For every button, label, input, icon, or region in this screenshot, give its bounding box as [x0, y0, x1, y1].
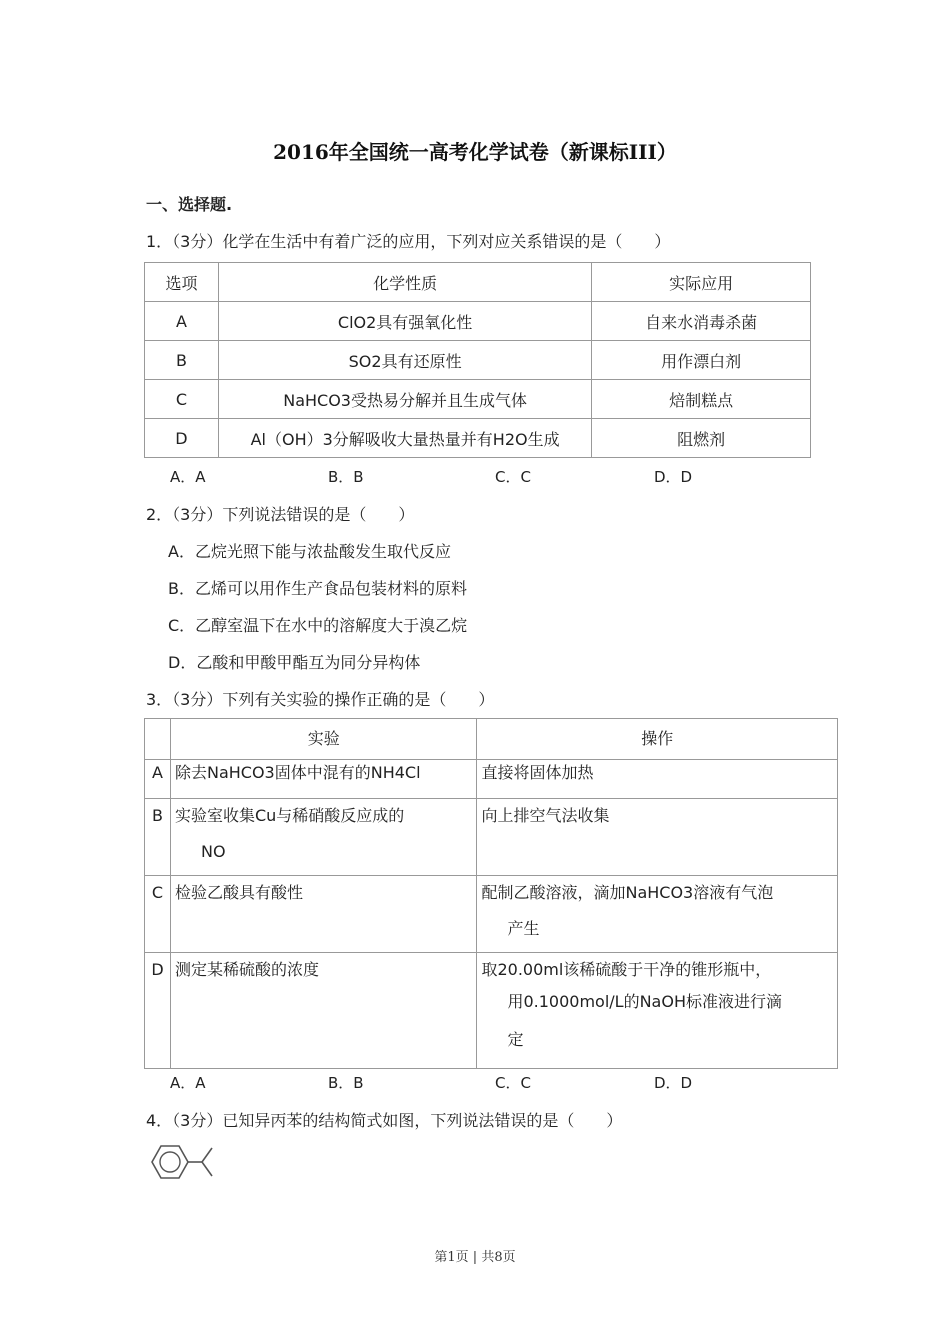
- question-4-stem: 4．（3分）已知异丙苯的结构简式如图，下列说法错误的是（ ）: [146, 1111, 623, 1130]
- option-key: B: [145, 799, 171, 876]
- table-row: [145, 760, 838, 799]
- answer-choice-a[interactable]: A．乙烷光照下能与浓盐酸发生取代反应: [168, 542, 451, 561]
- practical-use: 阻燃剂: [592, 419, 811, 458]
- table-row: [145, 380, 811, 419]
- question-2-stem: 2．（3分）下列说法错误的是（ ）: [146, 505, 415, 524]
- section-heading: 一、选择题.: [146, 195, 233, 214]
- table-header-cell: 实验: [170, 719, 477, 760]
- answer-choice-c[interactable]: C．乙醇室温下在水中的溶解度大于溴乙烷: [168, 616, 468, 635]
- answer-choice-c[interactable]: C．C: [495, 468, 531, 486]
- isopropylbenzene-structure-icon: [144, 1138, 220, 1186]
- experiment-cell: 除去NaHCO3固体中混有的NH4Cl: [170, 760, 477, 799]
- question-1-stem: 1．（3分）化学在生活中有着广泛的应用，下列对应关系错误的是（ ）: [146, 232, 671, 251]
- table-header-cell: 操作: [477, 719, 838, 760]
- operation-line: 取20.00ml该稀硫酸于干净的锥形瓶中，: [481, 960, 772, 979]
- question-1-table: [144, 262, 811, 458]
- option-key: B: [145, 341, 219, 380]
- table-header-cell: [145, 719, 171, 760]
- operation-line: 用0.1000mol/L的NaOH标准液进行滴: [507, 992, 782, 1011]
- experiment-line: 测定某稀硫酸的浓度: [174, 960, 319, 979]
- table-header-cell: 化学性质: [218, 263, 591, 302]
- answer-choice-b[interactable]: B．B: [328, 1074, 364, 1092]
- experiment-line: 检验乙酸具有酸性: [174, 883, 303, 902]
- experiment-line: NO: [200, 842, 226, 861]
- table-header-row: [145, 719, 838, 760]
- table-header-cell: 选项: [145, 263, 219, 302]
- chemical-property: Al（OH）3分解吸收大量热量并有H2O生成: [218, 419, 591, 458]
- answer-choice-b[interactable]: B．B: [328, 468, 364, 486]
- table-row: [145, 876, 838, 953]
- page-footer: 第1页 | 共8页: [434, 1250, 516, 1265]
- table-header-cell: 实际应用: [592, 263, 811, 302]
- option-key: D: [145, 953, 171, 1069]
- chemical-property: SO2具有还原性: [218, 341, 591, 380]
- question-3-stem: 3．（3分）下列有关实验的操作正确的是（ ）: [146, 690, 495, 709]
- chemical-property: ClO2具有强氧化性: [218, 302, 591, 341]
- option-key: A: [145, 760, 171, 799]
- practical-use: 用作漂白剂: [592, 341, 811, 380]
- option-key: A: [145, 302, 219, 341]
- question-3-table: [144, 718, 838, 1069]
- answer-choice-d[interactable]: D．D: [654, 468, 693, 486]
- practical-use: 焙制糕点: [592, 380, 811, 419]
- question-3-answers: [0, 1072, 950, 1092]
- operation-line: 配制乙酸溶液，滴加NaHCO3溶液有气泡: [481, 883, 774, 902]
- answer-choice-d[interactable]: D．D: [654, 1074, 693, 1092]
- operation-line: 定: [507, 1030, 524, 1049]
- table-row: [145, 953, 838, 1069]
- option-key: C: [145, 876, 171, 953]
- answer-choice-b[interactable]: B．乙烯可以用作生产食品包装材料的原料: [168, 579, 467, 598]
- practical-use: 自来水消毒杀菌: [592, 302, 811, 341]
- table-row: [145, 302, 811, 341]
- table-row: [145, 341, 811, 380]
- answer-choice-a[interactable]: A．A: [170, 1074, 206, 1092]
- operation-line: 产生: [507, 919, 540, 938]
- experiment-line: 实验室收集Cu与稀硝酸反应成的: [174, 806, 405, 825]
- table-header-row: [145, 263, 811, 302]
- operation-line: 向上排空气法收集: [481, 806, 610, 825]
- answer-choice-d[interactable]: D．乙酸和甲酸甲酯互为同分异构体: [168, 653, 421, 672]
- page-title: 2016年全国统一高考化学试卷（新课标III）: [273, 140, 677, 164]
- table-row: [145, 799, 838, 876]
- option-key: C: [145, 380, 219, 419]
- question-1-answers: [0, 466, 950, 486]
- answer-choice-a[interactable]: A．A: [170, 468, 206, 486]
- table-row: [145, 419, 811, 458]
- answer-choice-c[interactable]: C．C: [495, 1074, 531, 1092]
- chemical-property: NaHCO3受热易分解并且生成气体: [218, 380, 591, 419]
- operation-cell: 直接将固体加热: [477, 760, 838, 799]
- option-key: D: [145, 419, 219, 458]
